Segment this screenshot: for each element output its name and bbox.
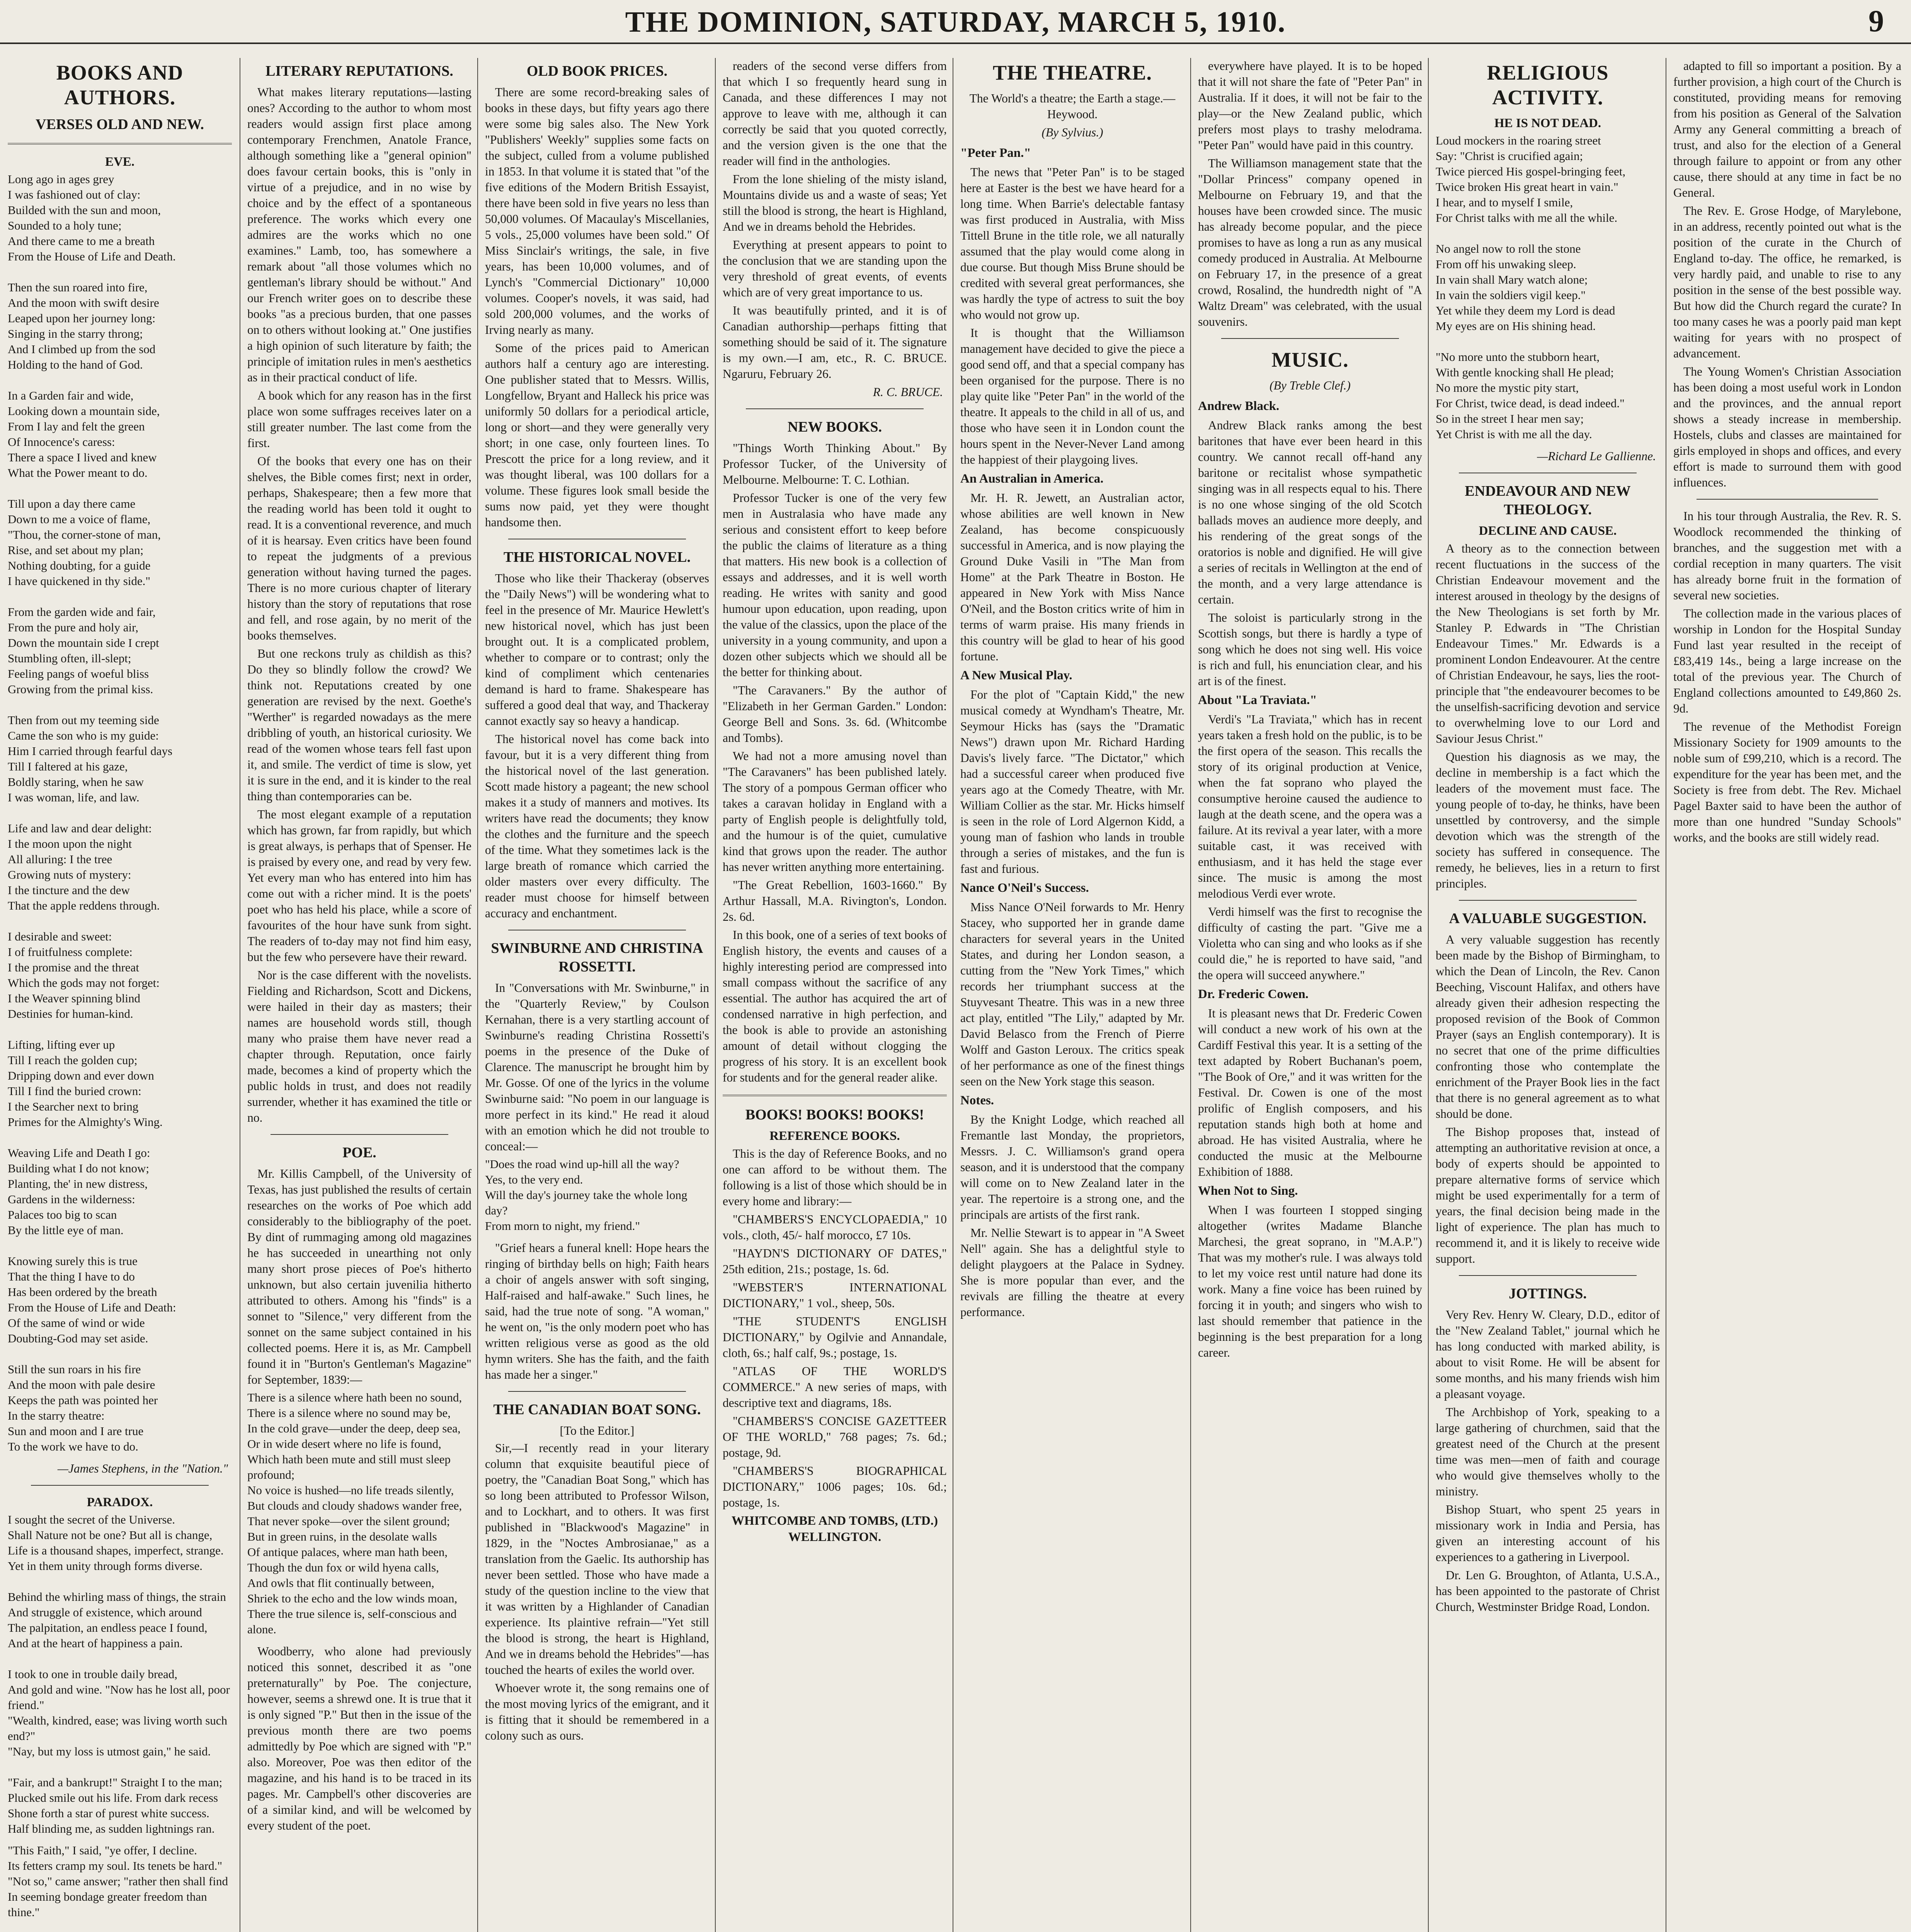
article-heading: When Not to Sing. (1198, 1184, 1298, 1198)
article-heading: Dr. Frederic Cowen. (1198, 987, 1309, 1001)
section-heading: BOOKS AND AUTHORS. (56, 61, 184, 109)
article-paragraph: For the plot of "Captain Kidd," the new musical comedy at Wyndham's Theatre, Mr. Seymour Hicks has (says the "Dramatic News") drawn upon Mr. Richard Harding Davis's lively farce. "The Dictator," which had a successful career when produced five years ago at the Comedy Theatre, with Mr. William Collier as the star. Mr. Hicks himself is seen in the role of Lord Algernon Kidd, a young man of fashion who lands in trouble through a series of mistakes, and the fun is fast and furious. (960, 688, 1184, 876)
article-paragraph: Bishop Stuart, who spent 25 years in missionary work in India and Persia, has given an interesting account of his experiences to a gathering in Liverpool. (1436, 1503, 1660, 1564)
article-paragraph: Dr. Len G. Broughton, of Atlanta, U.S.A., has been appointed to the pastorate of Christ Church, Westminster Bridge Road, London. (1436, 1568, 1660, 1614)
advert-item: "CHAMBERS'S ENCYCLOPAEDIA," 10 vols., cloth, 45/- half morocco, £7 10s. (723, 1213, 947, 1242)
article-paragraph: There are some record-breaking sales of books in these days, but fifty years ago there were some big sales also. The New York "Publishers' Weekly" supplies some facts on the subject, culled from a volume published in 1853. In that volume it is stated that "of the five editions of the Modern British Essayist, there have been sold in five years no less than 50,000 volumes. Of Macaulay's Miscellanies, 5 vols., 25,000 volumes have been sold." Of Miss Sinclair's writings, the sale, in five years, has been 10,000 volumes, and of Lynch's "Commercial Dictionary" 10,000 volumes. Cooper's novels, it was said, had sold 200,000 volumes, and the works of Irving nearly as many. (485, 85, 709, 337)
divider (723, 1095, 947, 1096)
advert-item: "CHAMBERS'S CONCISE GAZETTEER OF THE WORLD," 768 pages; 7s. 6d.; postage, 9d. (723, 1414, 947, 1459)
article-paragraph: "The Great Rebellion, 1603-1660." By Arthur Hassall, M.A. Rivington's, London. 2s. 6d. (723, 878, 947, 923)
section-byline: (By Sylvius.) (1041, 126, 1103, 139)
section-motto: The World's a theatre; the Earth a stage.—Heywood. (969, 92, 1176, 121)
column-rule (477, 58, 478, 1932)
article-heading: Andrew Black. (1198, 399, 1280, 413)
article-paragraph: Miss Nance O'Neil forwards to Mr. Henry Stacey, who supported her in grande dame characters for several years in the United States, and during her London season, a cutting from the "New York Times," which records her triumphant success at the Stuyvesant Theatre. This was in a new three act play, entitled "The Lily," adapted by Mr. David Belasco from the French of Pierre Wolff and Gaston Leroux. The critics speak of her performance as one of the finest things seen on the New York stage this season. (960, 900, 1184, 1088)
article-paragraph: The collection made in the various places of worship in London for the Hospital Sunday Fund last year resulted in the receipt of £83,419 14s., being a large increase on the total of the previous year. The Church of England collections amounted to £49,860 2s. 9d. (1673, 607, 1901, 715)
poem-attribution: —James Stephens, in the "Nation." (57, 1462, 228, 1475)
divider (1459, 1275, 1637, 1276)
advert-item: "ATLAS OF THE WORLD'S COMMERCE." A new series of maps, with descriptive text and diagrams, 18s. (723, 1364, 947, 1410)
article-heading: JOTTINGS. (1509, 1286, 1587, 1302)
article-paragraph: The Williamson management state that the "Dollar Princess" company opened in Melbourne on February 19, and that the houses have been crowded since. The music has already become popular, and the piece promises to have as long a run as any musical comedy produced in Australia. At Melbourne on February 17, in the presence of a great crowd, Rosalind, the hundredth night of "A Waltz Dream" was celebrated, with the usual souvenirs. (1198, 156, 1422, 328)
column-8 (1673, 58, 1901, 1932)
article-heading: About "La Traviata." (1198, 693, 1317, 707)
poem-text: Loud mockers in the roaring street Say: "Christ is crucified again; Twice pierced His gospel-bringing feet, Twice broken His great heart in vain." I hear, and to myself I smile, For Christ talks with me all the while. No angel now to roll the stone From off his unwaking sleep. In vain shall Mary watch alone; In vain the soldiers vigil keep." Yet while they deem my Lord is dead My eyes are on His shining head. "No more unto the stubborn heart, With gentle knocking shall He plead; No more the mystic pity start, For Christ, twice dead, is dead indeed." So in the street I hear men say; Yet Christ is with me all the day. (1436, 134, 1626, 441)
section-heading: MUSIC. (1271, 348, 1349, 371)
article-paragraph: It is pleasant news that Dr. Frederic Cowen will conduct a new work of his own at the Cardiff Festival this year. It is a setting of the text adapted by Robert Buchanan's poem, "The Book of Ore," and it was written for the Festival. Dr. Cowen is one of the most prolific of English composers, and his reputation stands high both at home and abroad. He has visited Australia, where he conducted the music at the Melbourne Exhibition of 1888. (1198, 1007, 1422, 1179)
advert-subheading: REFERENCE BOOKS. (769, 1129, 900, 1143)
divider (746, 408, 924, 409)
article-paragraph: The Bishop proposes that, instead of attempting an authoritative revision at once, a body of experts should be appointed to prepare alternative forms of service which might be used experimentally for a term of years, the final decision being made in the light of experience. The plan has much to recommend it, and it is likely to receive wide support. (1436, 1125, 1660, 1265)
article-paragraph: By the Knight Lodge, which reached all Fremantle last Monday, the proprietors, Messrs. J. C. Williamson's grand opera season, and it is understood that the company will come on to New Zealand later in the year. The repertoire is a strong one, and the principals are artists of the first rank. (960, 1113, 1184, 1221)
article-heading: ENDEAVOUR AND NEW THEOLOGY. (1465, 483, 1631, 518)
article-heading: POE. (342, 1145, 376, 1161)
poem-title: HE IS NOT DEAD. (1494, 116, 1601, 130)
article-paragraph: From the lone shieling of the misty island, Mountains divide us and a waste of seas; Yet still the blood is strong, the heart is Highland, And we in dreams behold the Hebrides. (723, 172, 947, 233)
article-paragraph: We had not a more amusing novel than "The Caravaners" has been published lately. The story of a pompous German officer who takes a caravan holiday in England with a party of English people is delightfully told, and the humour is of the quiet, cumulative kind that grows upon the reader. The author has never written anything more entertaining. (723, 749, 947, 874)
article-heading: "Peter Pan." (960, 146, 1031, 160)
divider (1697, 499, 1878, 500)
article-paragraph: Question his diagnosis as we may, the decline in membership is a fact which the leaders of the movement must face. The young people of to-day, he thinks, have been unsettled by controversy, and the simple devotion which was the strength of the society has suffered in consequence. The remedy, he believes, lies in a return to first principles. (1436, 750, 1660, 890)
divider (8, 143, 232, 145)
masthead-title: THE DOMINION, SATURDAY, MARCH 5, 1910. (625, 6, 1286, 38)
poem-text: "This Faith," I said, "ye offer, I decline. Its fetters cramp my soul. Its tenets be hard." "Not so," came answer; "rather then shall find In seeming bondage greater freedom than thine." (8, 1844, 228, 1919)
advert-item: "WEBSTER'S INTERNATIONAL DICTIONARY," 1 vol., sheep, 50s. (723, 1281, 947, 1310)
article-paragraph: The most elegant example of a reputation which has grown, far from rapidly, but which is great always, is perhaps that of Spenser. He is praised by every one, and read by very few. Yet every man who has entered into him has come out with a richer mind. It is the poets' poet who has held his place, while a score of favourites of the hour have sunk from sight. The readers of to-day may not find him easy, but the few who persevere have their reward. (247, 808, 471, 964)
poem-text: I sought the secret of the Universe. Shall Nature not be one? But all is change, Life is a thousand shapes, imperfect, strange. Yet in them unity through forms diverse. Behind the whirling mass of things, the strain And struggle of existence, which around The palpitation, an endless peace I found, And at the heart of happiness a pain. I took to one in trouble daily bread, And gold and wine. "Now has he lost all, poor friend." "Wealth, kindred, ease; was living worth such end?" "Nay, but my loss is utmost gain," he said. "Fair, and a bankrupt!" Straight I to the man; Plucked smile out his life. From dark recess Shone forth a star of purest white success. Half blinding me, as sudden lightnings ran. (8, 1513, 230, 1835)
article-paragraph: Professor Tucker is one of the very few men in Australasia who have made any serious and consistent effort to keep before the public the claims of literature as a thing that matters. His new book is a collection of essays and addresses, and it is well worth reading. He writes with sanity and good humour upon education, upon reading, upon the value of the classics, upon the place of the university in a young community, and upon a dozen other subjects which we should all be the better for thinking about. (723, 491, 947, 679)
article-paragraph: Some of the prices paid to American authors half a century ago are interesting. One publisher stated that to Messrs. Willis, Longfellow, Bryant and Halleck his price was uniformly 50 dollars for a periodical article, long or short—and they were generally very short; in one case, only fourteen lines. To Prescott the price for a long review, and it was thought liberal, was 100 dollars for a volume. These figures look small beside the sums now paid, yet they were thought handsome then. (485, 341, 709, 529)
article-paragraph: The Young Women's Christian Association has been doing a most useful work in London and the provinces, and the annual report shows a steady increase in membership. Hostels, clubs and classes are maintained for girls employed in shops and offices, and every effort is made to surround them with good influences. (1673, 365, 1901, 489)
column-5 (960, 58, 1184, 1932)
article-paragraph: Andrew Black ranks among the best baritones that have ever been heard in this country. We cannot recall off-hand any baritone or recitalist whose sympathetic singing was in all respects equal to his. There is no one whose singing of the old Scotch ballads moves an audience more deeply, and his rendering of the great songs of the oratorios is noble and dignified. He will give a series of recitals in Wellington at the end of the month, and a very large attendance is certain. (1198, 418, 1422, 606)
column-4 (723, 58, 947, 1932)
advert-footer: WHITCOMBE AND TOMBS, (LTD.) WELLINGTON. (732, 1514, 938, 1544)
article-heading: OLD BOOK PRICES. (526, 63, 668, 79)
article-paragraph: The historical novel has come back into favour, but it is a very different thing from the historical novel of the last generation. Scott made history a pageant; the new school makes it a study of manners and motives. Its writers have read the documents; they know the clothes and the furniture and the speech of the time. What they sometimes lack is the large breath of romance which carried the older masters over every difficulty. The reader must choose for himself between accuracy and enchantment. (485, 732, 709, 920)
poem-title: PARADOX. (87, 1495, 153, 1509)
column-rule (715, 58, 716, 1932)
article-heading: NEW BOOKS. (787, 419, 882, 435)
article-subheading: DECLINE AND CAUSE. (1479, 524, 1617, 538)
article-heading: LITERARY REPUTATIONS. (265, 63, 453, 79)
page-number: 9 (1868, 4, 1884, 38)
advert-heading: BOOKS! BOOKS! BOOKS! (745, 1107, 924, 1123)
column-7 (1436, 58, 1660, 1932)
article-paragraph: Mr. Nellie Stewart is to appear in "A Sweet Nell" again. She has a delightful style to delight playgoers at the Palace in Sydney. She is more popular than ever, and the revivals are filling the theatre at every performance. (960, 1226, 1184, 1319)
column-6 (1198, 58, 1422, 1932)
divider (271, 1134, 448, 1135)
advert-paragraph: This is the day of Reference Books, and no one can afford to be without them. The following is a list of those which should be in every home and library:— (723, 1147, 947, 1208)
advert-item: "CHAMBERS'S BIOGRAPHICAL DICTIONARY," 1006 pages; 10s. 6d.; postage, 1s. (723, 1464, 947, 1509)
article-paragraph: Mr. H. R. Jewett, an Australian actor, whose abilities are well known in New Zealand, has become conspicuously successful in America, and is now playing the Ground Duke Vasili in "The Man from Home" at the Park Theatre in Boston. He appeared in New York with Miss Nance O'Neil, and the Boston critics write of him in terms of warm praise. His many friends in this country will be glad to hear of his good fortune. (960, 491, 1184, 663)
divider (1221, 338, 1399, 339)
column-1 (8, 58, 232, 1932)
advert-item: "HAYDN'S DICTIONARY OF DATES," 25th edition, 21s.; postage, 1s. 6d. (723, 1247, 947, 1276)
article-paragraph: everywhere have played. It is to be hoped that it will not share the fate of "Peter Pan" in Australia. If it does, it will not be fair to the play—or the New Zealand public, which prefers most plays to trashy melodrama. "Peter Pan" would have paid in this country. (1198, 59, 1422, 152)
article-paragraph: In this book, one of a series of text books of English history, the events and causes of a highly interesting period are compressed into small compass without the sacrifice of any essential. The author has acquired the art of condensed narrative in high perfection, and the book is able to provide an astonishing amount of detail without clogging the progress of his story. It is an excellent book for students and for the general reader alike. (723, 928, 947, 1084)
article-paragraph: "Things Worth Thinking About." By Professor Tucker, of the University of Melbourne. Melbourne: T. C. Lothian. (723, 441, 947, 486)
poem-text: "Does the road wind up-hill all the way? Yes, to the very end. Will the day's journey take the whole long day? From morn to night, my friend." (485, 1157, 687, 1233)
column-2 (247, 58, 471, 1932)
article-paragraph: Woodberry, who alone had previously noticed this sonnet, described it as "one preternaturally" by Poe. The conjecture, however, seems a shrewd one. It is true that it is only signed "P." But then in the issue of the previous month there are two poems admittedly by Poe which are signed with "P." also. Moreover, Poe was then editor of the magazine, and his hand is to be traced in its pages. Mr. Campbell's other discoveries are of a similar kind, and will be welcomed by every student of the poet. (247, 1645, 471, 1832)
article-paragraph: readers of the second verse differs from that which I so frequently heard sung in Canada, and these differences I may not approve to leave with me, although it can correctly be said that you quoted correctly, and the version given is the one that the reader will find in the anthologies. (723, 59, 947, 168)
divider (1459, 900, 1637, 901)
article-paragraph: The Archbishop of York, speaking to a large gathering of churchmen, said that the greatest need of the Church at the present time was men—men of faith and courage who would give themselves wholly to the ministry. (1436, 1405, 1660, 1498)
article-paragraph: Nor is the case different with the novelists. Fielding and Richardson, Scott and Dickens, were hailed in their day as masters; their names are household words still, though many who praise them have never read a chapter through. Reputation, once fairly made, becomes a kind of property which the public holds in trust, and does not readily surrender, whether it has examined the title or no. (247, 968, 471, 1124)
divider (508, 1391, 686, 1392)
article-paragraph: The soloist is particularly strong in the Scottish songs, but there is hardly a type of song which he does not sing well. His voice is rich and full, his enunciation clear, and his art is of the finest. (1198, 611, 1422, 688)
column-rule (1428, 58, 1429, 1932)
article-paragraph: A very valuable suggestion has recently been made by the Bishop of Birmingham, to which the Dean of Lincoln, the Rev. Canon Beeching, Viscount Halifax, and others have already given their adhesion respecting the proposed revision of the Book of Common Prayer (says an English contemporary). It is no secret that one of the prime difficulties confronting those who contemplate the enrichment of the Prayer Book lies in the fact that there is no general agreement as to what should be done. (1436, 933, 1660, 1121)
article-paragraph: In his tour through Australia, the Rev. R. S. Woodlock recommended the thinking of branches, and the suggestion met with a cordial reception in many quarters. The visit has already borne fruit in the formation of several new societies. (1673, 509, 1901, 602)
article-paragraph: Those who like their Thackeray (observes the "Daily News") will be wondering what to feel in the presence of Mr. Maurice Hewlett's new historical novel, which has just been brought out. It is a complicated problem, whether to compare or to contrast; only the kind of compliment which centenaries demand is hard to frame. Shakespeare has suffered a good deal that way, and Thackeray cannot exactly say so heavy a handicap. (485, 571, 709, 728)
article-heading: A VALUABLE SUGGESTION. (1449, 910, 1647, 927)
poem-attribution: —Richard Le Gallienne. (1537, 449, 1656, 463)
article-paragraph: It is thought that the Williamson management have decided to give the piece a good send off, and that a special company has been organised for the purpose. There is no play quite like "Peter Pan" in the world of the theatre. It appeals to the child in all of us, and those who have seen it in London count the hours spent in the Never-Never Land among the happiest of their playgoing lives. (960, 326, 1184, 466)
article-paragraph: It was beautifully printed, and it is of Canadian authorship—perhaps fitting that something should be said of it. The signature is my own.—I am, etc., R. C. BRUCE. Ngaruru, February 26. (723, 304, 947, 381)
divider (31, 1485, 209, 1486)
article-paragraph: A book which for any reason has in the first place won some suffrages receives later on a still greater number. The last come from the first. (247, 389, 471, 450)
masthead (0, 0, 1911, 44)
article-paragraph: Whoever wrote it, the song remains one of the most moving lyrics of the emigrant, and it is fitting that it should be remembered in a colony such as ours. (485, 1681, 709, 1742)
poem-text: Long ago in ages grey I was fashioned out of clay: Builded with the sun and moon, Sounded to a holy tune; And there came to me a breath From the House of Life and Death. Then the sun roared into fire, And the moon with swift desire Leaped upon her journey long: Singing in the starry throng; And I climbed up from the sod Holding to the hand of God. In a Garden fair and wide, Looking down a mountain side, From I lay and felt the green Of Innocence's caress: There a space I lived and knew What the Power meant to do. Till upon a day there came Down to me a voice of flame, "Thou, the corner-stone of man, Rise, and set about my plan; Nothing doubting, for a guide I have quickened in thy side." From the garden wide and fair, From the pure and holy air, Down the mountain side I crept Stumbling often, ill-slept; Feeling pangs of woeful bliss Growing from the primal kiss. Then from out my teeming side Came the son who is my guide: Him I carried through fearful days Till I faltered at his gaze, Boldly staring, when he saw I was woman, life, and law. Life and law and dear delight: I the moon upon the night All alluring: I the tree Growing nuts of mystery: I the tincture and the dew That the apple reddens through. I desirable and sweet: I of fruitfulness complete: I the promise and the threat Which the gods may not forget: I the Weaver spinning blind Destinies for human-kind. Lifting, lifting ever up Till I reach the golden cup; Dripping down and ever down Till I find the buried crown: I the Searcher next to bring Primes for the Almighty's Wing. Weaving Life and Death I go: Building what I do not know; Planting, the' in new distress, Gardens in the wilderness: Palaces too big to scan By the little eye of man. Knowing surely this is true That the thing I have to do Has been ordered by the breath From the House of Life and Death: Of the same of wind or wide Doubting-God may set aside. Still the sun roars in his fire And the moon with pale desire Keeps the path was pointed her In the starry theatre: Sun and moon and I are true To the work we have to do. (8, 172, 176, 1453)
article-paragraph: The news that "Peter Pan" is to be staged here at Easter is the best we have heard for a long time. When Barrie's delectable fantasy was first produced in Australia, with Miss Tittell Brune in the title role, we all naturally assumed that the play would come along in due course. But though Miss Brune should be credited with several great performances, she was hardly the type of actress to suit the boy who would not grow up. (960, 165, 1184, 321)
article-paragraph: Everything at present appears to point to the conclusion that we are standing upon the very threshold of great events, of events which are of very great importance to us. (723, 238, 947, 299)
article-paragraph: Of the books that every one has on their shelves, the Bible comes first; next in order, perhaps, Shakespeare; then a few more that the reading world has been told it ought to read. It is a conventional reverence, and much of it is hearsay. Even critics have been found to repeat the judgments of a previous generation without having turned the pages. There is no more curious chapter of literary history than the story of reputations that rose and fell, and rose again, by no merit of the books themselves. (247, 454, 471, 642)
poem-title: EVE. (105, 155, 135, 169)
article-heading: A New Musical Play. (960, 668, 1072, 682)
article-heading: Notes. (960, 1094, 994, 1107)
article-heading: An Australian in America. (960, 472, 1104, 486)
article-paragraph: "The Caravaners." By the author of "Elizabeth in her German Garden." London: George Bell and Sons. 3s. 6d. (Whitcombe and Tombs). (723, 684, 947, 745)
article-paragraph: "Grief hears a funeral knell: Hope hears the ringing of birthday bells on high; Faith hears a choir of angels answer with soft singing, Half-raised and half-awake." Such lines, he said, had the true note of song. "A woman," he went on, "is the only modern poet who has written religious verse as good as the old hymn writers. She has the faith, and the faith has made her a singer." (485, 1241, 709, 1381)
article-paragraph: The revenue of the Methodist Foreign Missionary Society for 1909 amounts to the noble sum of £99,210, which is a record. The expenditure for the year has been met, and the Society is free from debt. The Rev. Michael Pagel Baxter said to have been the author of more than one hundred "Sunday Schools" works, and the books are still widely read. (1673, 720, 1901, 844)
article-paragraph: The Rev. E. Grose Hodge, of Marylebone, in an address, recently pointed out what is the position of the curate in the Church of England to-day. The office, he remarked, is very hardly paid, and unable to rise to any position in the sense of the best possible way. But how did the Church regard the curate? In too many cases he was a poorly paid man kept waiting for years with no prospect of advancement. (1673, 204, 1901, 360)
article-paragraph: Very Rev. Henry W. Cleary, D.D., editor of the "New Zealand Tablet," journal which he has long conducted with marked ability, is about to visit Rome. He will be absent for some months, and his many friends wish him a pleasant voyage. (1436, 1308, 1660, 1401)
article-heading: SWINBURNE AND CHRISTINA ROSSETTI. (491, 940, 703, 975)
article-paragraph: adapted to fill so important a position. By a further provision, a high court of the Church is constituted, providing means for removing from his position as General of the Salvation Army any General committing a breach of trust, and also for the election of a General through failure to appoint or from any other cause, there should at any time in fact be no General. (1673, 59, 1901, 199)
article-paragraph: Verdi's "La Traviata," which has in recent years taken a fresh hold on the public, is to be the first opera of the season. This recalls the story of its original production at Venice, when the fat soprano who played the consumptive heroine caused the audience to laugh at the death scene, and the opera was a failure. At its revival a year later, with a more suitable cast, it was received with enthusiasm, and it has held the stage ever since. The music is among the most melodious Verdi ever wrote. (1198, 713, 1422, 900)
letter-signature: R. C. BRUCE. (873, 385, 943, 399)
article-paragraph: A theory as to the connection between recent fluctuations in the success of the Christian Endeavour movement and the interest aroused in theology by the designs of the New Theologians is set forth by Mr. Stanley P. Edwards in "The Christian Endeavour Times." Mr. Edwards is a prominent London Endeavourer. At the centre of Christian Endeavour, he says, lies the root-principle that "the endeavourer becomes to be the unselfish-sacrificing devotion and service to overwhelming love to our Lord and Saviour Jesus Christ." (1436, 542, 1660, 745)
section-subheading: VERSES OLD AND NEW. (36, 116, 204, 133)
advert-item: "THE STUDENT'S ENGLISH DICTIONARY," by Ogilvie and Annandale, cloth, 6s.; half calf, 9s.; postage, 1s. (723, 1315, 947, 1360)
poem-text: There is a silence where hath been no sound, There is a silence where no sound may be, In the cold grave—under the deep, deep sea, Or in wide desert where no life is found, Which hath been mute and still must sleep profound; No voice is hushed—no life treads silently, But clouds and cloudy shadows wander free, That never spoke—over the silent ground; But in green ruins, in the desolate walls Of antique palaces, where man hath been, Though the dun fox or wild hyena calls, And owls that flit continually between, Shriek to the echo and the low winds moan, There the true silence is, self-conscious and alone. (247, 1391, 462, 1636)
article-paragraph: Verdi himself was the first to recognise the difficulty of casting the part. "Give me a Violetta who can sing and who looks as if she could die," he is reported to have said, "and the opera will succeed anywhere." (1198, 905, 1422, 982)
article-heading: THE HISTORICAL NOVEL. (504, 549, 691, 565)
column-3 (485, 58, 709, 1932)
section-heading: RELIGIOUS ACTIVITY. (1487, 61, 1609, 109)
article-heading: Nance O'Neil's Success. (960, 881, 1089, 895)
article-paragraph: What makes literary reputations—lasting ones? According to the author to whom most readers would assign first place among contemporary Frenchmen, Anatole France, although something like a "general opinion" does favour certain books, this is "only in virtue of a prejudice, and in no wise by choice and by the effect of a spontaneous preference. The works which every one admires are the works which no one examines." Lamb, too, has somewhere a remark about "all those volumes which no gentleman's library should be without." And our French writer goes on to describe these books "as a precious burden, that one passes on to others without looking at." One justifies a high opinion of such literature by faith; the principle of imitation rules in men's aesthetics as in their practical conduct of life. (247, 85, 471, 384)
article-paragraph: In "Conversations with Mr. Swinburne," in the "Quarterly Review," by Coulson Kernahan, there is a very startling account of Swinburne's reading Christina Rossetti's poems in the presence of the Duke of Clarence. The manuscript he brought him by Mr. Gosse. Of one of the lyrics in the volume Swinburne said: "No poem in our language is more perfect in its kind." He read it aloud with an emotion which he did not trouble to conceal:— (485, 981, 709, 1153)
article-paragraph: When I was fourteen I stopped singing altogether (writes Madame Blanche Marchesi, the great soprano, in "M.A.P.") That was my mother's rule. I was always told to let my voice rest until nature had done its work. Many a fine voice has been ruined by forcing it in youth; and singers who wish to last should remember that patience in the beginning is the best preparation for a long career. (1198, 1203, 1422, 1359)
article-paragraph: But one reckons truly as childish as this? Do they so blindly follow the crowd? We think not. Reputations created by one generation are revised by the next. Goethe's "Werther" is regarded nowadays as the mere dribbling of youth, an historical curiosity. We read of the women whose tears fell fast upon it, and smile. The verdict of time is slow, yet it is sure in the end, and it is kinder to the real thing than contemporaries can be. (247, 647, 471, 803)
section-heading: THE THEATRE. (992, 61, 1152, 84)
article-paragraph: Sir,—I recently read in your literary column that exquisite beautiful piece of poetry, the "Canadian Boat Song," which has so long been attributed to Professor Wilson, and to Lockhart, and to others. It was first published in "Blackwood's Magazine" in 1829, in the "Noctes Ambrosianae," as a translation from the Gaelic. Its authorship has never been settled. Those who have made a study of the question incline to the view that it was written by a Highlander of Canadian experience. Its plaintive refrain—"Yet still the blood is strong, the heart is Highland, And we in dreams behold the Hebrides"—has touched the hearts of exiles the world over. (485, 1441, 709, 1677)
article-paragraph: Mr. Killis Campbell, of the University of Texas, has just published the results of certain researches on the works of Poe which add considerably to the bibliography of the poet. By dint of rummaging among old magazines he has succeeded in unearthing not only many short prose pieces of Poe's hitherto unknown, but also certain juvenilia hitherto attributed to others. Among his "finds" is a sonnet to "Silence," very different from the sonnet on the same subject contained in his collected poems. Here it is, as Mr. Campbell found it in "Burton's Gentleman's Magazine" for September, 1839:— (247, 1167, 471, 1386)
letter-address: [To the Editor.] (560, 1424, 635, 1437)
column-rule (1190, 58, 1191, 1932)
article-heading: THE CANADIAN BOAT SONG. (493, 1401, 701, 1418)
section-byline: (By Treble Clef.) (1269, 379, 1351, 392)
